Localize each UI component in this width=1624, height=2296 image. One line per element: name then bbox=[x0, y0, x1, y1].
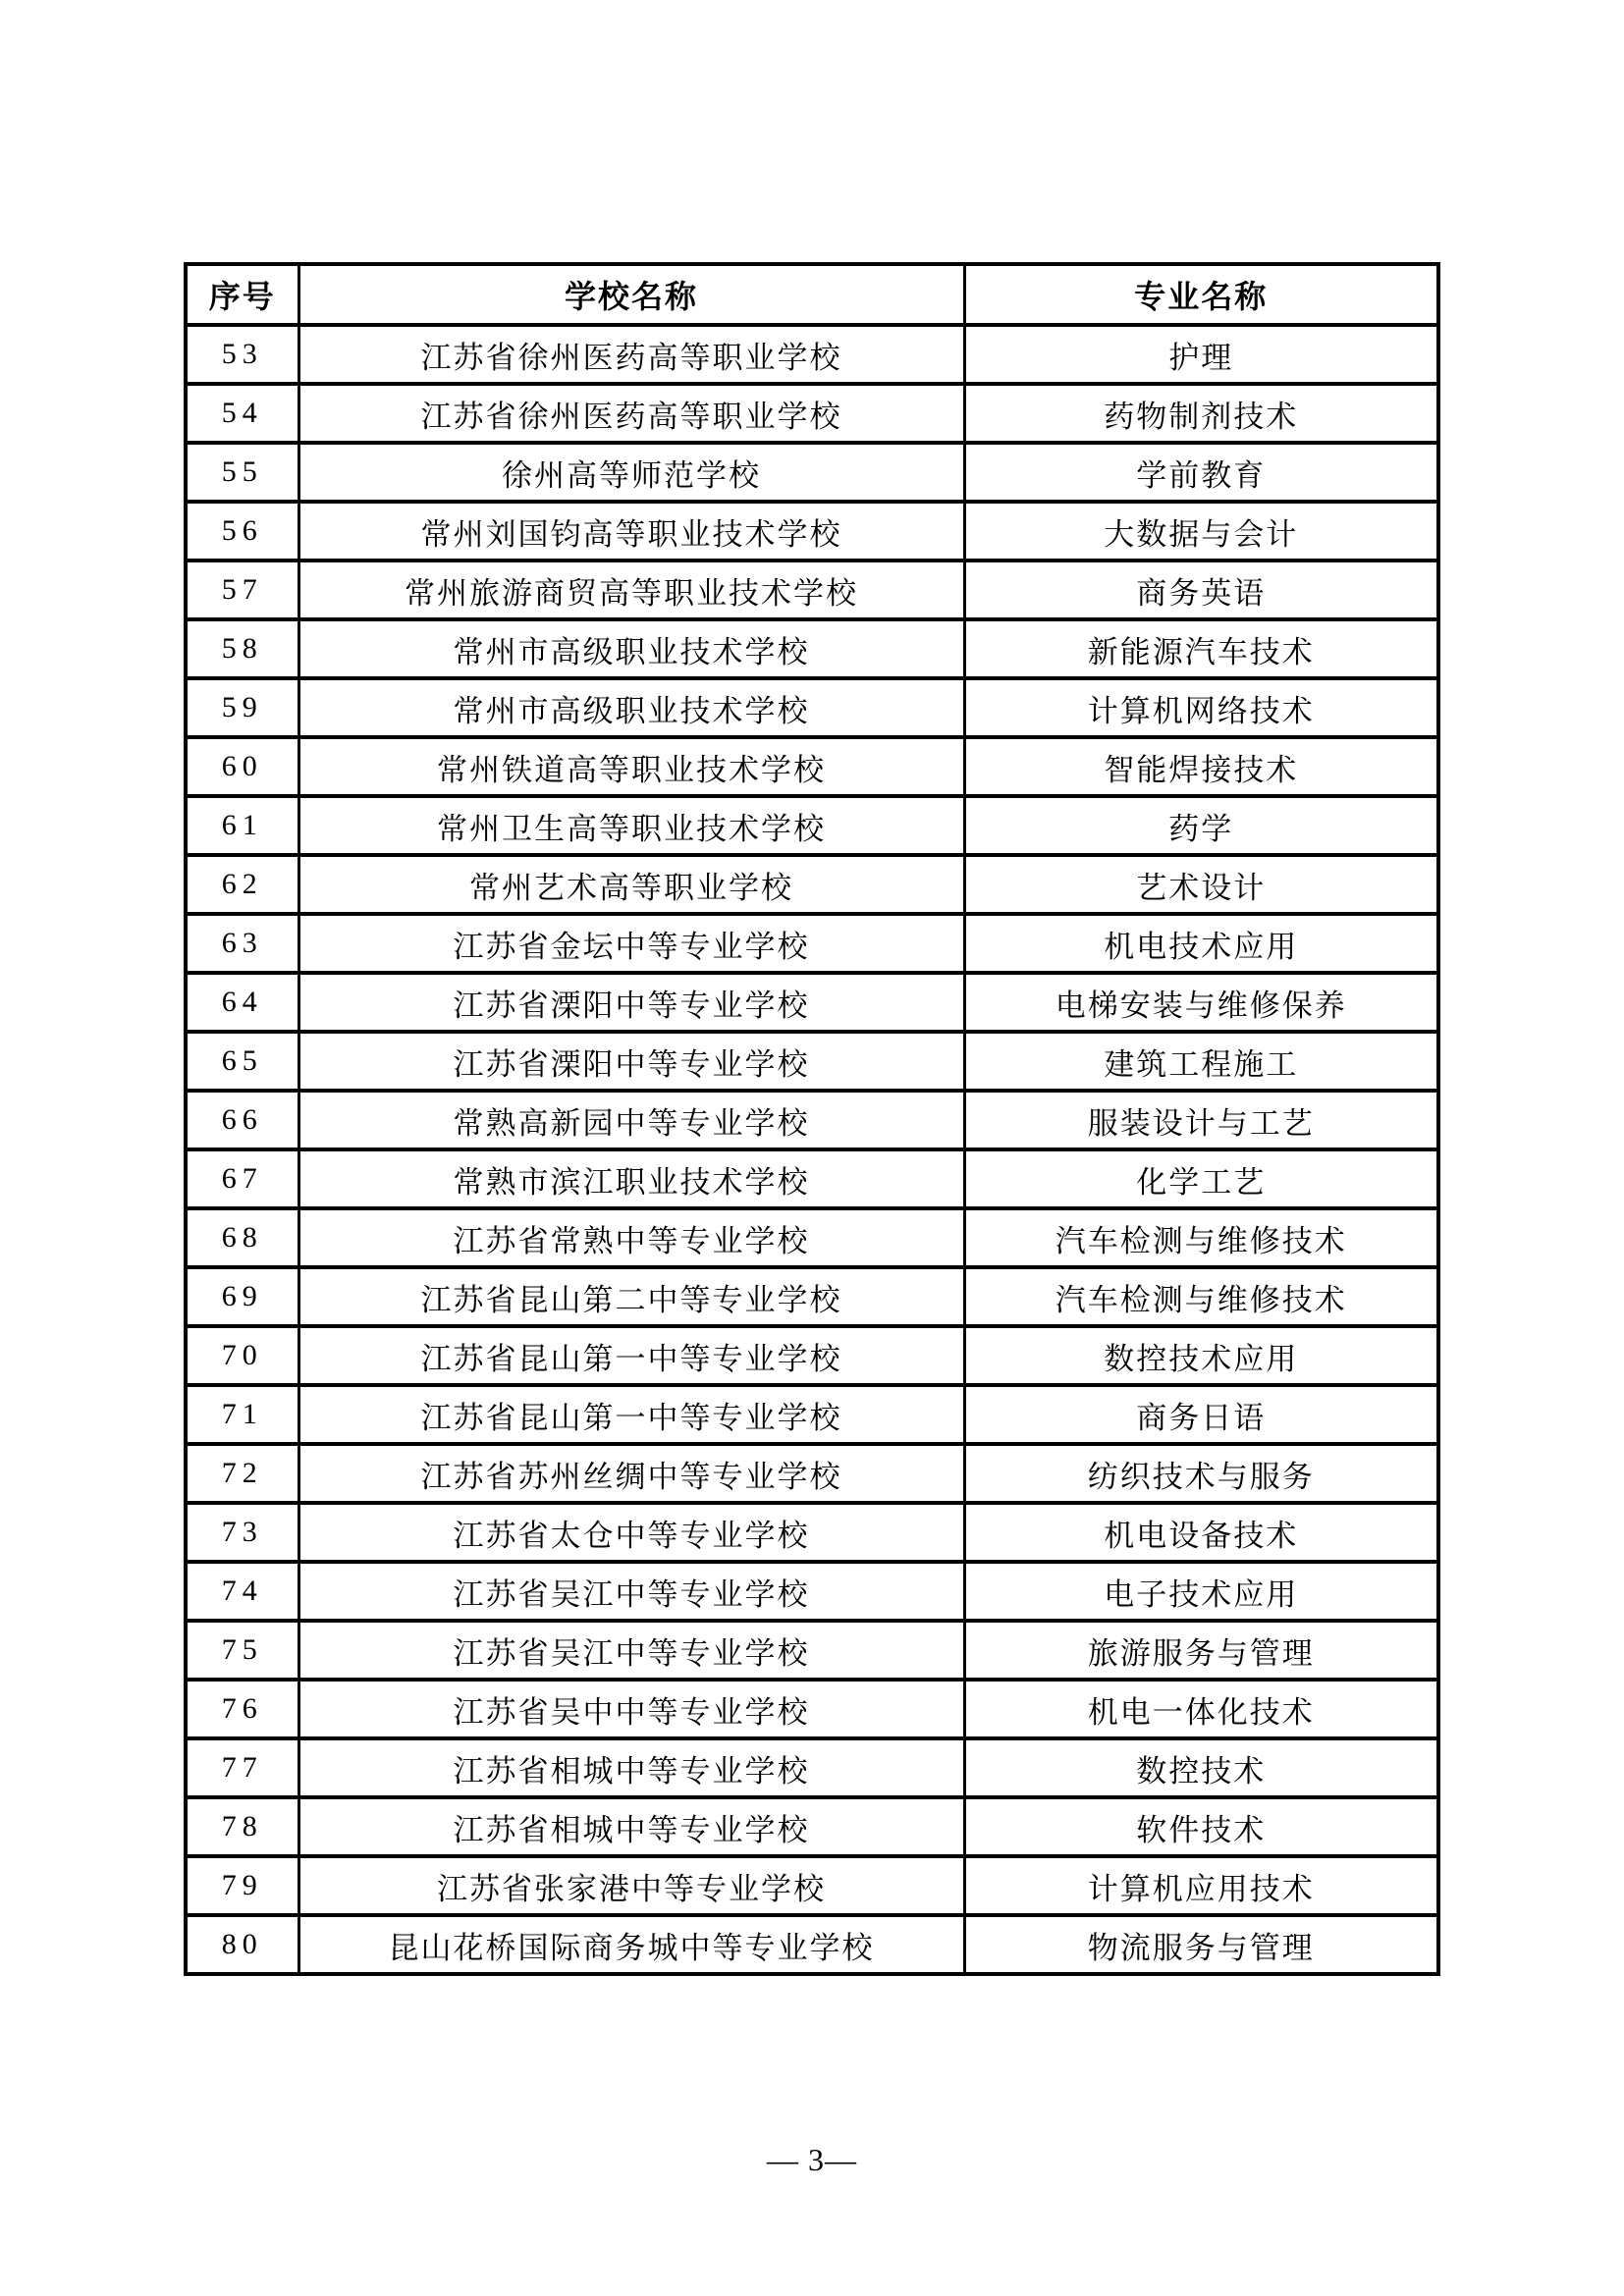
table-row bbox=[186, 1208, 1438, 1267]
table-row bbox=[186, 619, 1438, 678]
header-no: 序号 bbox=[186, 264, 298, 325]
cell-school: 常熟市滨江职业技术学校 bbox=[298, 1149, 964, 1208]
cell-school: 江苏省徐州医药高等职业学校 bbox=[298, 384, 964, 443]
table-row bbox=[186, 1385, 1438, 1444]
header-school: 学校名称 bbox=[298, 264, 964, 325]
cell-major: 商务日语 bbox=[964, 1385, 1438, 1444]
cell-no: 70 bbox=[186, 1326, 298, 1385]
cell-school: 常州刘国钧高等职业技术学校 bbox=[298, 502, 964, 561]
cell-school: 江苏省金坛中等专业学校 bbox=[298, 914, 964, 973]
table-row bbox=[186, 1326, 1438, 1385]
cell-school: 江苏省溧阳中等专业学校 bbox=[298, 1032, 964, 1091]
cell-no: 55 bbox=[186, 443, 298, 502]
table-row bbox=[186, 914, 1438, 973]
table-row bbox=[186, 737, 1438, 796]
cell-no: 65 bbox=[186, 1032, 298, 1091]
school-major-table bbox=[184, 262, 1440, 1976]
cell-major: 汽车检测与维修技术 bbox=[964, 1267, 1438, 1326]
table-row bbox=[186, 678, 1438, 737]
table-row bbox=[186, 1149, 1438, 1208]
cell-school: 常熟高新园中等专业学校 bbox=[298, 1091, 964, 1149]
table-row bbox=[186, 443, 1438, 502]
table-row bbox=[186, 1621, 1438, 1680]
cell-no: 54 bbox=[186, 384, 298, 443]
table-row bbox=[186, 1091, 1438, 1149]
cell-major: 计算机应用技术 bbox=[964, 1856, 1438, 1915]
cell-school: 常州市高级职业技术学校 bbox=[298, 678, 964, 737]
cell-major: 机电技术应用 bbox=[964, 914, 1438, 973]
table-row bbox=[186, 1738, 1438, 1797]
cell-no: 57 bbox=[186, 561, 298, 619]
cell-major: 商务英语 bbox=[964, 561, 1438, 619]
cell-school: 常州市高级职业技术学校 bbox=[298, 619, 964, 678]
page-number: — 3— bbox=[767, 2142, 857, 2177]
cell-major: 汽车检测与维修技术 bbox=[964, 1208, 1438, 1267]
table-row bbox=[186, 561, 1438, 619]
cell-school: 江苏省徐州医药高等职业学校 bbox=[298, 325, 964, 384]
cell-major: 智能焊接技术 bbox=[964, 737, 1438, 796]
cell-no: 69 bbox=[186, 1267, 298, 1326]
table-row bbox=[186, 1032, 1438, 1091]
cell-major: 机电设备技术 bbox=[964, 1503, 1438, 1562]
cell-major: 化学工艺 bbox=[964, 1149, 1438, 1208]
cell-no: 73 bbox=[186, 1503, 298, 1562]
table-header-row bbox=[186, 264, 1438, 325]
cell-no: 74 bbox=[186, 1562, 298, 1621]
cell-no: 78 bbox=[186, 1797, 298, 1856]
cell-major: 数控技术 bbox=[964, 1738, 1438, 1797]
cell-no: 67 bbox=[186, 1149, 298, 1208]
cell-school: 江苏省吴江中等专业学校 bbox=[298, 1562, 964, 1621]
cell-no: 80 bbox=[186, 1915, 298, 1974]
cell-major: 旅游服务与管理 bbox=[964, 1621, 1438, 1680]
cell-major: 机电一体化技术 bbox=[964, 1680, 1438, 1738]
cell-no: 77 bbox=[186, 1738, 298, 1797]
cell-school: 常州旅游商贸高等职业技术学校 bbox=[298, 561, 964, 619]
cell-school: 徐州高等师范学校 bbox=[298, 443, 964, 502]
cell-major: 药物制剂技术 bbox=[964, 384, 1438, 443]
cell-major: 建筑工程施工 bbox=[964, 1032, 1438, 1091]
cell-no: 53 bbox=[186, 325, 298, 384]
cell-major: 护理 bbox=[964, 325, 1438, 384]
cell-no: 59 bbox=[186, 678, 298, 737]
cell-school: 江苏省吴江中等专业学校 bbox=[298, 1621, 964, 1680]
table-body bbox=[186, 325, 1438, 1974]
cell-major: 药学 bbox=[964, 796, 1438, 855]
cell-school: 江苏省苏州丝绸中等专业学校 bbox=[298, 1444, 964, 1503]
cell-major: 大数据与会计 bbox=[964, 502, 1438, 561]
table-row bbox=[186, 796, 1438, 855]
table-row bbox=[186, 1680, 1438, 1738]
cell-major: 软件技术 bbox=[964, 1797, 1438, 1856]
cell-major: 艺术设计 bbox=[964, 855, 1438, 914]
cell-no: 66 bbox=[186, 1091, 298, 1149]
cell-major: 电梯安装与维修保养 bbox=[964, 973, 1438, 1032]
table-row bbox=[186, 1267, 1438, 1326]
cell-school: 江苏省张家港中等专业学校 bbox=[298, 1856, 964, 1915]
cell-no: 61 bbox=[186, 796, 298, 855]
table-row bbox=[186, 1503, 1438, 1562]
cell-school: 江苏省溧阳中等专业学校 bbox=[298, 973, 964, 1032]
cell-no: 63 bbox=[186, 914, 298, 973]
cell-school: 常州铁道高等职业技术学校 bbox=[298, 737, 964, 796]
cell-school: 江苏省常熟中等专业学校 bbox=[298, 1208, 964, 1267]
cell-no: 72 bbox=[186, 1444, 298, 1503]
cell-no: 68 bbox=[186, 1208, 298, 1267]
cell-major: 数控技术应用 bbox=[964, 1326, 1438, 1385]
cell-school: 昆山花桥国际商务城中等专业学校 bbox=[298, 1915, 964, 1974]
cell-no: 60 bbox=[186, 737, 298, 796]
cell-school: 江苏省昆山第一中等专业学校 bbox=[298, 1326, 964, 1385]
table-row bbox=[186, 973, 1438, 1032]
cell-no: 62 bbox=[186, 855, 298, 914]
cell-school: 江苏省昆山第二中等专业学校 bbox=[298, 1267, 964, 1326]
cell-major: 计算机网络技术 bbox=[964, 678, 1438, 737]
cell-major: 服装设计与工艺 bbox=[964, 1091, 1438, 1149]
cell-major: 电子技术应用 bbox=[964, 1562, 1438, 1621]
cell-major: 新能源汽车技术 bbox=[964, 619, 1438, 678]
table-row bbox=[186, 1444, 1438, 1503]
table-row bbox=[186, 1915, 1438, 1974]
cell-school: 常州艺术高等职业学校 bbox=[298, 855, 964, 914]
cell-no: 56 bbox=[186, 502, 298, 561]
cell-school: 江苏省太仓中等专业学校 bbox=[298, 1503, 964, 1562]
cell-no: 71 bbox=[186, 1385, 298, 1444]
cell-major: 学前教育 bbox=[964, 443, 1438, 502]
cell-school: 江苏省昆山第一中等专业学校 bbox=[298, 1385, 964, 1444]
cell-major: 纺织技术与服务 bbox=[964, 1444, 1438, 1503]
table-row bbox=[186, 384, 1438, 443]
cell-school: 常州卫生高等职业技术学校 bbox=[298, 796, 964, 855]
cell-school: 江苏省相城中等专业学校 bbox=[298, 1738, 964, 1797]
header-major: 专业名称 bbox=[964, 264, 1438, 325]
cell-no: 64 bbox=[186, 973, 298, 1032]
cell-no: 76 bbox=[186, 1680, 298, 1738]
cell-major: 物流服务与管理 bbox=[964, 1915, 1438, 1974]
table-row bbox=[186, 502, 1438, 561]
table-row bbox=[186, 855, 1438, 914]
table-row bbox=[186, 1856, 1438, 1915]
cell-school: 江苏省相城中等专业学校 bbox=[298, 1797, 964, 1856]
cell-school: 江苏省吴中中等专业学校 bbox=[298, 1680, 964, 1738]
table-row bbox=[186, 1797, 1438, 1856]
cell-no: 79 bbox=[186, 1856, 298, 1915]
table-row bbox=[186, 1562, 1438, 1621]
table-row bbox=[186, 325, 1438, 384]
cell-no: 75 bbox=[186, 1621, 298, 1680]
cell-no: 58 bbox=[186, 619, 298, 678]
